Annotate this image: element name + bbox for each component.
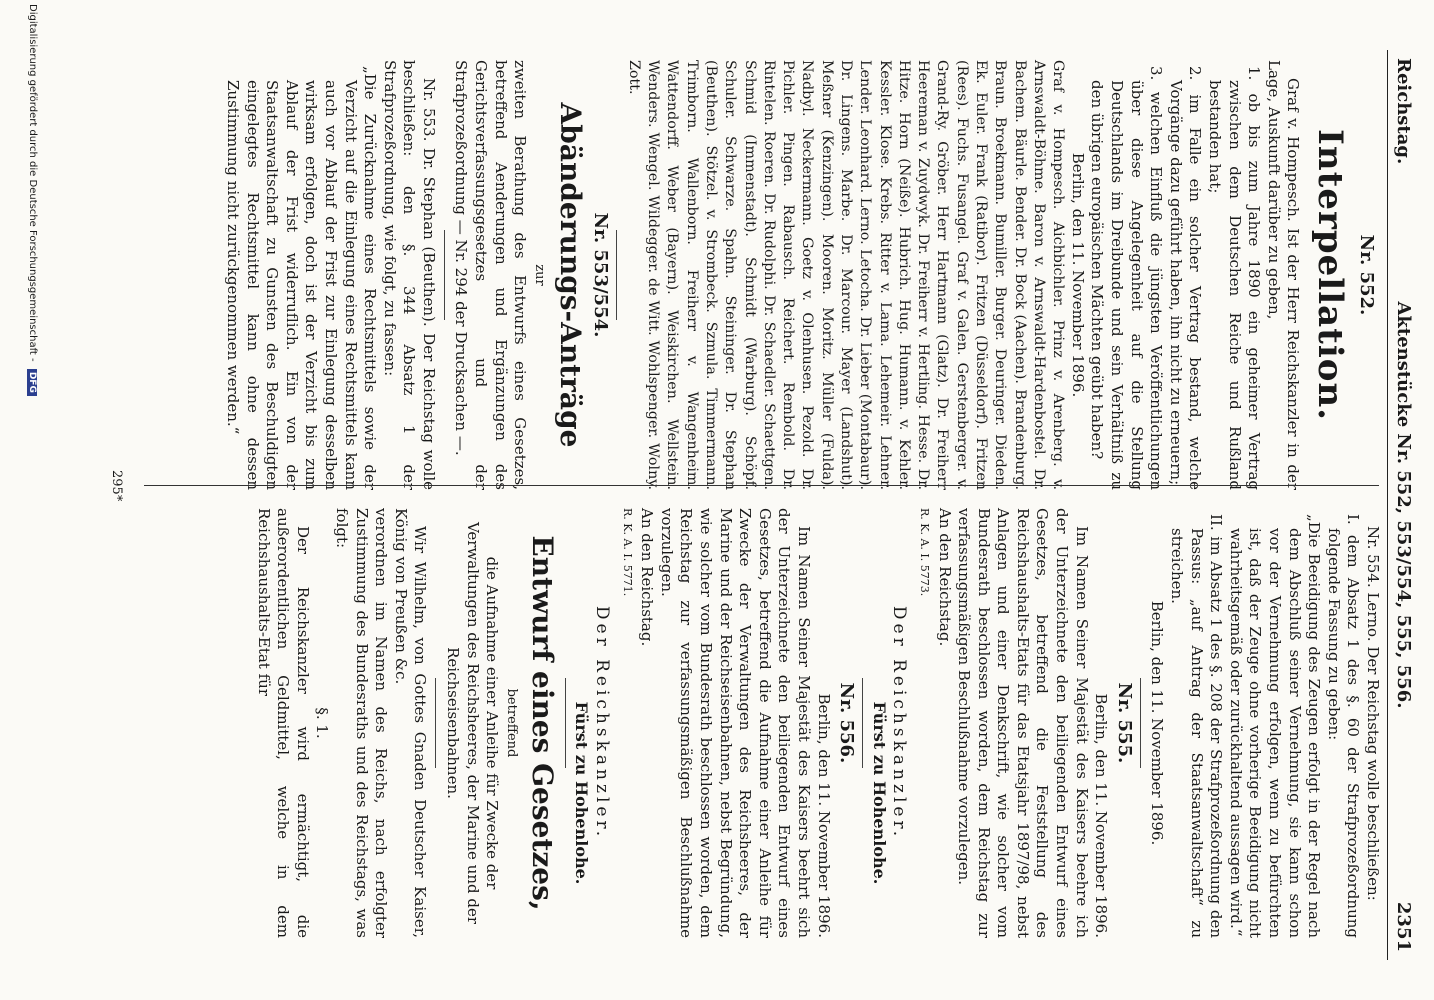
nr-555: Nr. 555. [1113,682,1135,764]
nr-556: Nr. 556. [836,682,858,764]
separator [1140,678,1141,768]
separator [862,678,863,768]
paragraph-1-heading: §. 1. [313,707,332,739]
paragraph-1-text: Der Reichskanzler wird ermächtigt, die außerordentlichen Geldmittel, welche in dem Reichshaushalts-Etat für [254,508,312,938]
addressee-556: An den Reichstag. [638,508,657,647]
ref-555: R. K. A. I. 5773. [917,508,931,597]
left-column [142,60,1382,490]
question-1: 1. ob bis zum Jahre 1890 ein geheimer Vertrag zwischen dem Deutschen Reiche und Rußland bestanden hat; [1206,66,1264,490]
nr-553-text: Nr. 553. Dr. Stephan (Beuthen). Der Reichstag wolle beschließen: den §. 344 Absatz 1 der Strafprozeßordnung, wie folgt, zu fassen: [380,60,438,490]
question-3: 3. welchen Einfluß die jüngsten Veröffentlichungen über diese Angelegenheit auf die Stellung Deutschlands im Dreibunde und sein Verhältniß zu den übrigen europäischen Mächten geübt haben? [1088,66,1166,490]
amendments-desc: zweiten Berathung des Entwurfs eines Gesetzes, betreffend Aenderungen und Ergänzungen des Gerichtsverfassungsgesetzes und der Strafprozeßordnung — Nr. 294 der Drucksachen —. [452,60,530,490]
ref-556: R. K. A. I. 5771. [620,508,634,597]
nr-555-text: Im Namen Seiner Majestät des Kaisers beehre ich der Unterzeichnete den beiliegenden Entwurf eines Gesetzes, betreffend die Feststellung des Reichshaushalts-Etats für das Etatsjahr 1897/98, nebst Anlagen und einer Denkschrift, wie solcher vom Bundesrath beschlossen worden, dem Reichstag zur verfassungsmäßigen Beschlußnahme vorzulegen. [955,508,1091,938]
signature-title-556: Der Reichskanzler. [592,605,613,841]
page-number: 2351 [1393,901,1414,952]
date-556: Berlin, den 11. November 1896. [814,693,833,938]
dfg-logo: DFG [27,369,37,396]
separator [444,230,445,320]
signature-name-555: Fürst zu Hohenlohe. [869,701,889,885]
date-554: Berlin, den 11. November 1896. [1148,600,1167,846]
signature-title-555: Der Reichskanzler. [889,605,910,841]
nr-553-554: Nr. 553/554. [590,212,612,338]
nr-552: Nr. 552. [1356,234,1377,316]
enactment-clause: verordnen im Namen des Reichs, nach erfolgter Zustimmung des Bundesraths und des Reichstags, was folgt: [333,508,391,938]
zur-label: zur [531,264,547,286]
nr-556-text: Im Namen Seiner Majestät des Kaisers beehrt sich der Unterzeichnete den beiliegenden Entwurf eines Gesetzes, betreffend die Aufnahme einer Anleihe für Zwecke der Verwaltungen des Reichsheeres, der Marine und der Reichseisenbahnen, nebst Begründung, wie solcher vom Bundesrath beschlossen worden, dem Reichstag zur verfassungsmäßigen Beschlußnahme vorzulegen. [657,508,813,938]
header-left: Reichstag. [1393,58,1414,165]
nr-553-quote: „Die Zurücknahme eines Rechtsmittels sowie der Verzicht auf die Einlegung eines Rechtsmittels kann auch vor Ablauf der Frist zur Einlegung desselben wirksam erfolgen, doch ist der Verzicht bis zum Ablauf der Frist widerruflich. Ein von der Staatsanwaltschaft zu Gunsten des Beschuldigten eingelegtes Rechtsmittel kann ohne dessen Zustimmung nicht zurückgenommen werden.“ [223,66,380,490]
separator [565,678,566,768]
interpellation-intro: Graf v. Hompesch. Ist der Herr Reichskanzler in der Lage, Auskunft darüber zu geben, [1264,60,1303,490]
header-center: Aktenstücke Nr. 552, 553/554, 555, 556. [1393,301,1414,709]
digitization-note [27,4,38,984]
separator [435,678,436,768]
page-header [1387,50,1422,960]
draft-law-desc: die Aufnahme einer Anleihe für Zwecke der Verwaltungen des Reichsheeres, der Marine und der Reichseisenbahnen. [444,521,502,925]
nr-554-item-1: I. dem Absatz 1 des §. 60 der Strafprozeßordnung folgende Fassung zu geben: [1324,514,1363,938]
amendments-title: Abänderungs-Anträge [553,102,587,448]
nr-554-quote: „Die Beeidigung des Zeugen erfolgt in der Regel nach dem Abschluß seiner Vernehmung, sie kann schon vor der Vernehmung erfolgen, wenn zu befürchten ist, daß der Zeuge ohne vorherige Beeidigung nicht wahrheitsgemäß oder zurückhaltend aussagen wird.“ [1226,514,1324,938]
emperor-formula: Wir Wilhelm, von Gottes Gnaden Deutscher Kaiser, König von Preußen &c. [391,508,430,938]
betreffend-label: betreffend [503,688,519,758]
question-2: 2. im Falle ein solcher Vertrag bestand, welche Vorgänge dazu geführt haben, ihn nicht zu erneuern; [1166,66,1205,490]
digitization-text: Digitalisierung gefördert durch die Deutsche Forschungsgemeinschaft - [27,4,38,362]
nr-554-text: Nr. 554. Lerno. Der Reichstag wolle beschließen: [1364,526,1382,901]
right-column [142,508,1382,938]
signature-name-556: Fürst zu Hohenlohe. [572,701,592,885]
signatories: Graf v. Hompesch. Aichbichler. Prinz v. Arenberg. v. Arnswaldt-Böhme. Baron v. Arnswaldt-Hardenbostel. Dr. Bachem. Bäurle. Bender. Dr. Bock (Aachen). Brandenburg. Braun. Broekmann. Bumiller. Burger. Deuringer. Dieden. Ek. Euler. Frank (Ratibor). Fritzen (Düsseldorf). Fritzen (Rees). Fuchs. Fusangel. Graf v. Galen. Gerstenberger. v. Grand-Ry. Gröber. Herr Hartmann (Glatz). Dr. Freiherr Heereman v. Zuydwyk. Dr. Freiherr v. Hertling. Hesse. Dr. Hitze. Horn (Neiße). Hubrich. Hug. Humann. v. Kehler. Kessler. Klose. Krebs. Ritter v. Lama. Lehemeir. Lehner. Lender. Leonhard. Lerno. Letocha. Dr. Lieber (Montabaur). Dr. Lingens. Marbe. Dr. Marcour. Mayer (Landshut). Meßner (Kenzingen). Mooren. Moritz. Müller (Fulda). Nadbyl. Neckermann. Goetz v. Olenhusen. Pezold. Dr. Pichler. Pingen. Rabausch. Reichert. Rembold. Dr. Rintelen. Roeren. Dr. Rudolphi. Dr. Schaedler. Schaettgen. Schmid (Immenstadt). Schmidt (Warburg). Schöpf. Schuler. Schwarze. Spahn. Steininger. Dr. Stephan (Beuthen). Stötzel. v. Strombeck. Szmula. Timmermann. Trimborn. Wallenborn. Freiherr v. Wangenheim. Wattendorff. Weber (Bayern). Weiskirchen. Wellstein. Wenders. Wengel. Wildegger. de Witt. Wohlspenger. Wolny. Zott. [625,60,1067,490]
column-divider [144,485,1379,486]
addressee-555: An den Reichstag. [935,508,954,647]
nr-554-item-2: II. im Absatz 1 des §. 208 der Strafprozeßordnung den Passus: „auf Antrag der Staatsanwaltschaft“ zu streichen. [1168,514,1226,938]
separator [616,230,617,320]
draft-law-title: Entwurf eines Gesetzes, [525,535,559,911]
interpellation-title: Interpellation. [1310,129,1351,421]
date-552: Berlin, den 11. November 1896. [1068,152,1087,398]
date-555: Berlin, den 11. November 1896. [1092,693,1111,938]
page-footer: 295* [109,470,124,502]
